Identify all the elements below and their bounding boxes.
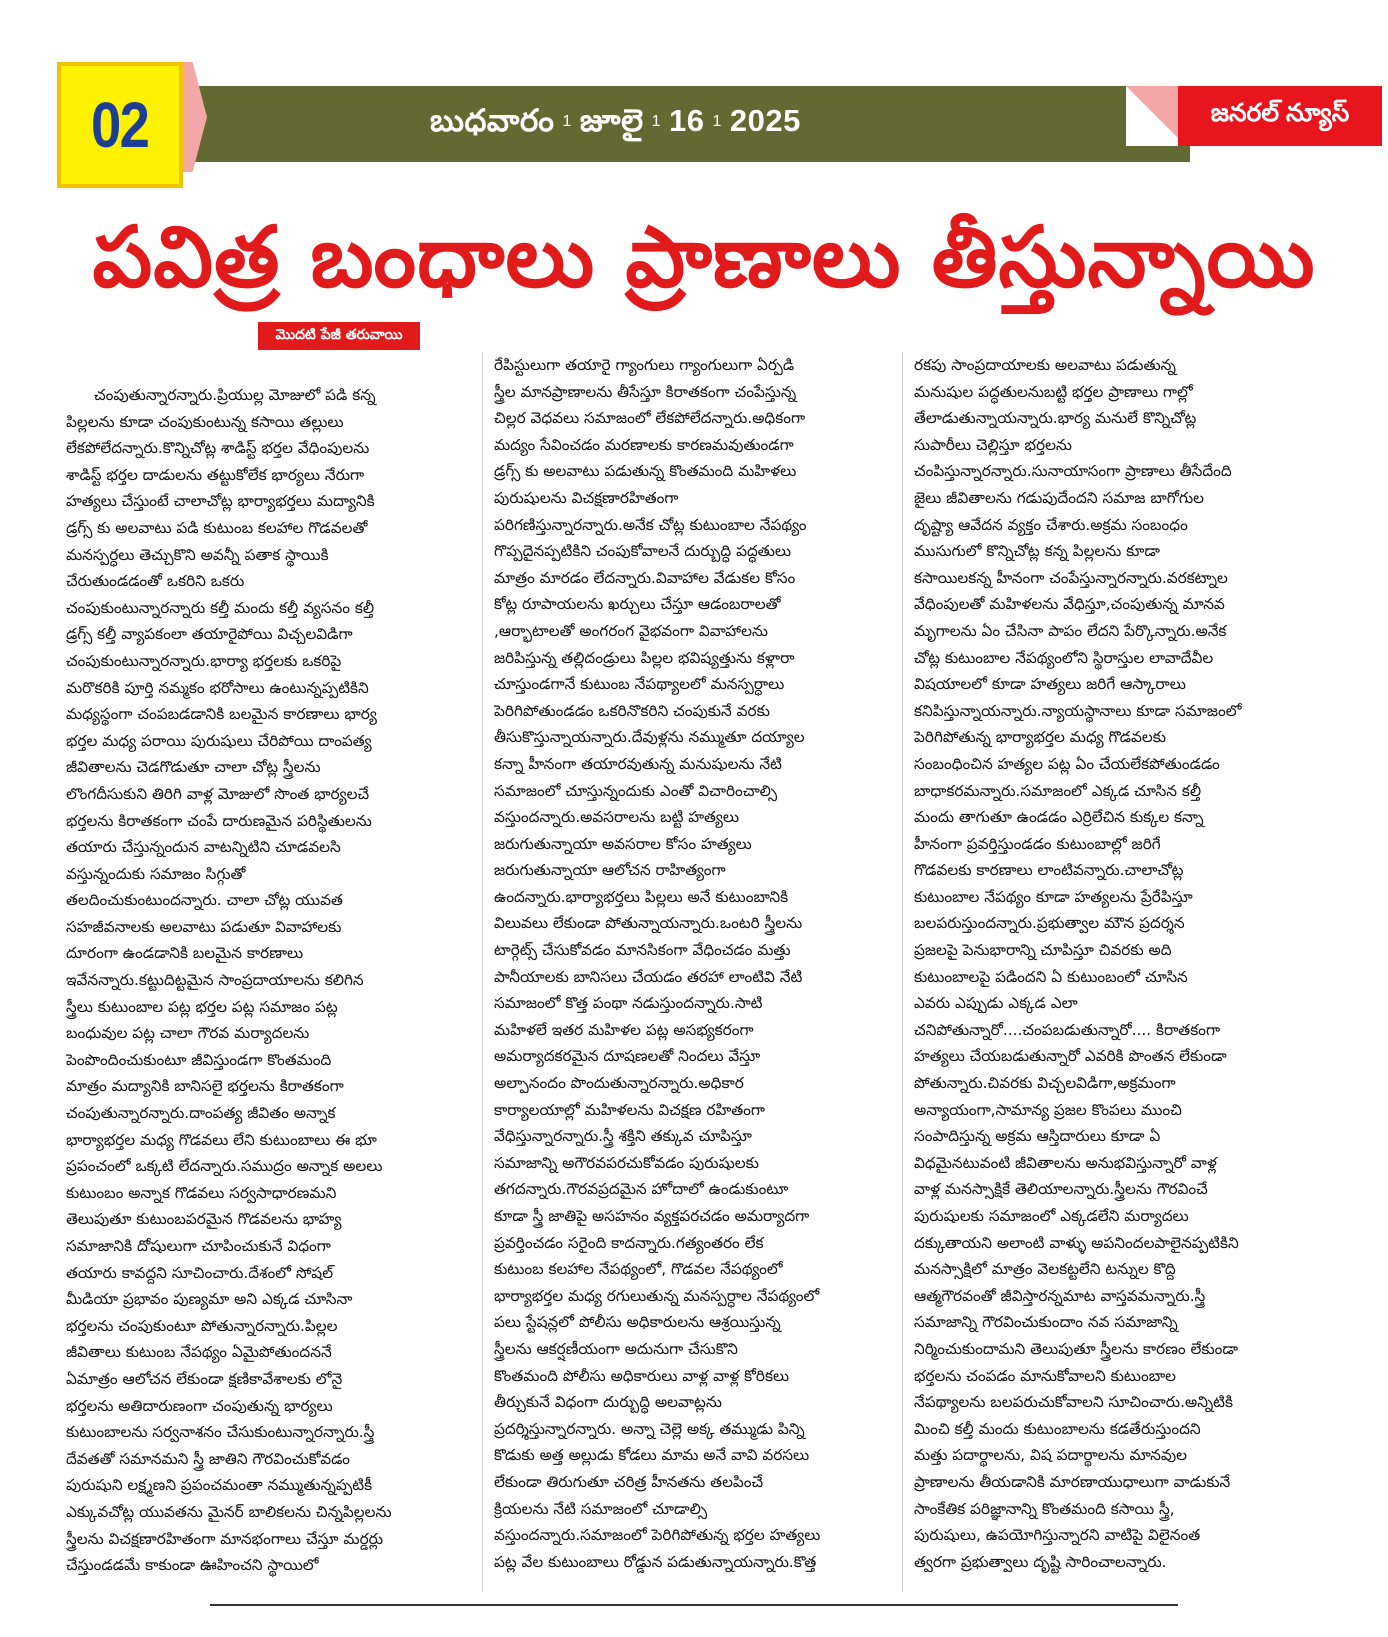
article-line: కన్నా హీనంగా తయారవుతున్న మనుషులను నేటి bbox=[494, 754, 782, 773]
article-line: సమాజంలో కొత్త పంథా నడుస్తుందన్నారు.సాటి bbox=[494, 994, 763, 1013]
article-line: పలు స్టేషన్లలో పోలీసు అధికారులను ఆశ్రయిస్తున్న bbox=[494, 1313, 781, 1332]
article-line: తయారు చేస్తున్నందున వాటన్నిటిని చూడవలసి bbox=[66, 838, 341, 857]
article-line: మాత్రం మద్యానికి బానిసలై భర్తలను కిరాతకంగా bbox=[66, 1077, 344, 1096]
article-column-2 bbox=[494, 352, 890, 1575]
article-line: మందు తాగుతూ ఉండడం ఎర్రిలేచిన కుక్కల కన్నా bbox=[914, 808, 1204, 827]
article-line: అన్యాయంగా,సామాన్య ప్రజల కొంపలు ముంచి bbox=[914, 1100, 1182, 1119]
bottom-rule bbox=[210, 1604, 1178, 1606]
article-line: పురుషుని లక్ష్మణని ప్రపంచమంతా నమ్ముతున్నప్పటికీ bbox=[66, 1476, 373, 1495]
article-line: ముసుగులో కొన్నిచోట్ల కన్న పిల్లలను కూడా bbox=[914, 542, 1160, 561]
article-line: క్రియలను నేటి సమాజంలో చూడాల్సి bbox=[494, 1499, 708, 1518]
article-line: జీవితాలు కుటుంబ నేపథ్యం ఏమైపోతుందననే bbox=[66, 1343, 332, 1362]
article-line: మనుషుల పద్ధతులనుబట్టి భర్తల ప్రాణాలు గాల్లో bbox=[914, 382, 1193, 401]
article-line: మరొకరికి పూర్తి నమ్మకం భరోసాలు ఉంటున్నప్పటికిని bbox=[66, 678, 369, 697]
article-line: సంబంధించిన హత్యల పట్ల ఏం చేయలేకపోతుండడం bbox=[914, 754, 1220, 773]
article-line: తీసుకొస్తున్నాయన్నారు.దేవుళ్లను నమ్ముతూ దయ్యాల bbox=[494, 728, 805, 747]
article-line: వస్తుందన్నారు.సమాజంలో పెరిగిపోతున్న భర్తల హత్యలు bbox=[494, 1526, 821, 1545]
date-separator: 1 bbox=[712, 113, 722, 131]
article-line: కుటుంబ కలహాల నేపథ్యంలో, గొడవల నేపథ్యంలో bbox=[494, 1260, 783, 1279]
article-line: గొప్పదైనప్పటికిని చంపుకోవాలనే దుర్బుద్ధి పద్ధతులు bbox=[494, 542, 792, 561]
article-line: చిల్లర వెధవలు సమాజంలో లేకపోలేదన్నారు.అధికంగా bbox=[494, 409, 806, 428]
article-line: ప్రపంచంలో ఒక్కటి లేదన్నారు.సముద్రం అన్నాక అలలు bbox=[66, 1157, 383, 1176]
article-line: బాధాకరమన్నారు.సమాజంలో ఎక్కడ చూసిన కల్తీ bbox=[914, 781, 1202, 800]
article-line: సమాజంలో చూస్తున్నందుకు ఎంతో విచారించాల్సి bbox=[494, 781, 778, 800]
article-line: టార్గెట్స్ చేసుకోవడం మానసికంగా వేధించడం మత్తు bbox=[494, 941, 791, 960]
article-line: స్త్రీల మానప్రాణాలను తీసేస్తూ కిరాతకంగా చంపేస్తున్న bbox=[494, 382, 797, 401]
article-line: డ్రగ్స్ కల్తీ వ్యాపకంలా తయారైపోయి విచ్చలవిడిగా bbox=[66, 625, 353, 644]
article-line: ప్రజలపై పెనుభారాన్ని చూపిస్తూ చివరకు అది bbox=[914, 941, 1172, 960]
article-line: మద్యం సేవించడం మరణాలకు కారణమవుతుండగా bbox=[494, 435, 794, 454]
article-line: కుటుంబాలపై పడిందని ఏ కుటుంబంలో చూసిన bbox=[914, 967, 1188, 986]
article-line: జరిపిస్తున్న తల్లిదండ్రులు పిల్లల భవిష్యత్తును కళ్లారా bbox=[494, 648, 795, 667]
column-divider bbox=[482, 352, 483, 1592]
article-line: కార్యాలయాల్లో మహిళలను విచక్షణ రహితంగా bbox=[494, 1100, 765, 1119]
article-line: వస్తున్నందుకు సమాజం సిగ్గుతో bbox=[66, 864, 246, 883]
article-line: ఉందన్నారు.భార్యాభర్తలు పిల్లలు అనే కుటుంబానికి bbox=[494, 887, 789, 906]
article-line: స్త్రీలను ఆకర్షణీయంగా అదునుగా చేసుకొని bbox=[494, 1339, 738, 1358]
article-line: చంపుకుంటున్నారన్నారు కల్తీ మందు కల్తీ వ్యసనం కల్తీ bbox=[66, 598, 375, 617]
article-line: డ్రగ్స్ కు అలవాటు పడుతున్న కొంతమంది మహిళలు bbox=[494, 462, 797, 481]
article-line: ప్రాణాలను తీయడానికి మారణాయుధాలుగా వాడుకునే bbox=[914, 1472, 1231, 1491]
article-line: పానీయాలకు బానిసలు చేయడం తరహా లాంటివి నేటి bbox=[494, 967, 803, 986]
article-line: వేధిస్తున్నారన్నారు.స్త్రీ శక్తిని తక్కువ చూపిస్తూ bbox=[494, 1127, 752, 1146]
article-line: మత్తు పదార్థాలను, విష పదార్థాలను మానవుల bbox=[914, 1446, 1187, 1465]
article-line: కూడా స్త్రీ జాతిపై అసహనం వ్యక్తపరచడం అమర్యాదగా bbox=[494, 1207, 810, 1225]
article-line: మహిళలే ఇతర మహిళల పట్ల అసభ్యకరంగా bbox=[494, 1020, 754, 1039]
date-weekday: బుధవారం bbox=[430, 102, 555, 138]
article-line: సమాజానికి దోషులుగా చూపించుకునే విధంగా bbox=[66, 1237, 331, 1255]
article-line: బలపరుస్తుందన్నారు.ప్రభుత్వాల మౌన ప్రదర్శన bbox=[914, 914, 1185, 933]
article-line: ఇవేనన్నారు.కట్టుదిట్టమైన సాంప్రదాయాలను కలిగిన bbox=[66, 971, 364, 990]
article-line: తగదన్నారు.గౌరవప్రదమైన హోదాలో ఉండుకుంటూ bbox=[494, 1180, 789, 1199]
article-line: లేకపోలేదన్నారు.కొన్నిచోట్ల శాడిస్ట్ భర్తల వేధింపులను bbox=[66, 439, 370, 458]
article-line: రకపు సాంప్రదాయాలకు అలవాటు పడుతున్న bbox=[914, 356, 1176, 374]
article-line: నేపథ్యాలను బలపరుచుకోవాలని సూచించారు.అన్నిటికి bbox=[914, 1393, 1233, 1412]
article-line: ప్రదర్శిస్తున్నారన్నారు. అన్నా చెల్లె అక్క తమ్ముడు పిన్ని bbox=[494, 1419, 805, 1438]
article-line: కనిపిస్తున్నాయన్నారు.న్యాయస్థానాలు కూడా సమాజంలో bbox=[914, 701, 1242, 720]
article-line: పరిగణిస్తున్నారన్నారు.అనేక చోట్ల కుటుంబాల నేపథ్యం bbox=[494, 515, 807, 534]
article-line: విలువలు లేకుండా పోతున్నాయన్నారు.ఒంటరి స్త్రీలను bbox=[494, 914, 803, 933]
article-line: తయారు కావద్దని సూచించారు.దేశంలో సోషల్ bbox=[66, 1263, 334, 1282]
article-line: చంపుతున్నారన్నారు.దాంపత్య జీవితం అన్నాక bbox=[66, 1104, 336, 1123]
article-line: సమాజాన్ని గౌరవించుకుందాం నవ సమాజాన్ని bbox=[914, 1313, 1178, 1332]
article-line: రేపిస్టులుగా తయారై గ్యాంగులు గ్యాంగులుగా ఏర్పడి bbox=[494, 356, 795, 374]
article-line: స్త్రీలు కుటుంబాల పట్ల భర్తల పట్ల సమాజం పట్ల bbox=[66, 997, 338, 1016]
date-month: జూలై bbox=[579, 102, 644, 138]
article-line: చేరుతుండడంతో ఒకరిని ఒకరు bbox=[66, 572, 245, 591]
article-line: ఏమాత్రం ఆలోచన లేకుండా క్షణికావేశాలకు లోనై bbox=[66, 1369, 343, 1388]
article-line: చేస్తుండడమే కాకుండా ఊహించని స్థాయిలో bbox=[66, 1556, 319, 1575]
date-band bbox=[190, 86, 1190, 162]
column-divider bbox=[902, 352, 903, 1592]
article-line: దేవతతో సమానమని స్త్రీ జాతిని గౌరవించుకోవడం bbox=[66, 1449, 350, 1468]
article-line: స్త్రీలను విచక్షణారహితంగా మానభంగాలు చేస్తూ మర్డర్లు bbox=[66, 1529, 384, 1548]
page-number-box bbox=[57, 62, 183, 188]
article-line: హీనంగా ప్రవర్తిస్తుండడం కుటుంబాల్లో జరిగే bbox=[914, 834, 1161, 853]
article-line: గొడవలకు కారణాలు లాంటివన్నారు.చాలాచోట్ల bbox=[914, 861, 1184, 880]
article-line: త్వరగా ప్రభుత్వాలు దృష్టి సారించాలన్నారు. bbox=[914, 1552, 1167, 1571]
article-line: సాంకేతిక పరిజ్ఞానాన్ని కొంతమంది కసాయి స్త్రీ, bbox=[914, 1499, 1175, 1518]
article-line: భర్తలను కిరాతకంగా చంపే దారుణమైన పరిస్థితులను bbox=[66, 811, 372, 830]
headline: పవిత్ర బంధాలు ప్రాణాలు తీస్తున్నాయి bbox=[92, 208, 1316, 306]
article-line: కుటుంబం అన్నాక గొడవలు సర్వసాధారణమని bbox=[66, 1183, 337, 1202]
article-line: బంధువుల పట్ల చాలా గౌరవ మర్యాదలను bbox=[66, 1024, 310, 1043]
article-column-1 bbox=[66, 382, 474, 1579]
article-line: వేధింపులతో మహిళలను వేధిస్తూ,చంపుతున్న మానవ bbox=[914, 595, 1225, 614]
article-line: విధమైనటువంటి జీవితాలను అనుభవిస్తున్నారో వాళ్ల bbox=[914, 1153, 1217, 1172]
article-line: మనస్సాక్షిలో మాత్రం వెలకట్టలేని టన్నుల కొద్ది bbox=[914, 1260, 1176, 1279]
article-line: వాళ్ల మనస్సాక్షికే తెలియాలన్నారు.స్త్రీలను గౌరవించే bbox=[914, 1180, 1208, 1199]
article-line: చంపుకుంటున్నారన్నారు.భార్యా భర్తలకు ఒకరిపై bbox=[66, 651, 342, 670]
article-line: భర్తలను చంపడం మానుకోవాలని కుటుంబాల bbox=[914, 1366, 1176, 1385]
article-line: కసాయిలకన్న హీనంగా చంపేస్తున్నారన్నారు.వరకట్నాల bbox=[914, 568, 1228, 587]
article-line: పెరిగిపోతున్న భార్యాభర్తల మధ్య గొడవలకు bbox=[914, 728, 1167, 747]
article-line: జరుగుతున్నాయా అవసరాల కోసం హత్యలు bbox=[494, 834, 752, 853]
article-line: జీవితాలను చెడగొడుతూ చాలా చోట్ల స్త్రీలను bbox=[66, 758, 321, 777]
article-line: దూరంగా ఉండడానికి బలమైన కారణాలు bbox=[66, 944, 304, 963]
article-line: నిర్మించుకుందామని తెలుపుతూ స్త్రీలను కారణం లేకుండా bbox=[914, 1339, 1238, 1358]
article-line: పెరిగిపోతుండడం ఒకరినొకరిని చంపుకునే వరకు bbox=[494, 701, 770, 720]
article-line: హత్యలు చేస్తుంటే చాలాచోట్ల భార్యాభర్తలు మద్యానికి bbox=[66, 492, 375, 511]
section-tag: జనరల్ న్యూస్ bbox=[1178, 86, 1382, 146]
article-line: పురుషులకు సమాజంలో ఎక్కడలేని మర్యాదలు bbox=[914, 1207, 1189, 1225]
article-line: పురుషులు, ఉపయోగిస్తున్నారని వాటిపై విలైనంత bbox=[914, 1526, 1201, 1545]
article-line: విషయాలలో కూడా హత్యలు జరిగే ఆస్కారాలు bbox=[914, 675, 1186, 694]
page-number: 02 bbox=[91, 89, 149, 161]
continuation-label: మొదటి పేజీ తరువాయి bbox=[258, 322, 420, 350]
article-column-3 bbox=[914, 352, 1328, 1575]
article-line: మాత్రం మారడం లేదన్నారు.వివాహాల వేడుకల కోసం bbox=[494, 568, 796, 587]
article-line: ఎక్కువచోట్ల యువతను మైనర్ బాలికలను చిన్నపిల్లలను bbox=[66, 1502, 392, 1521]
article-line: సుపారీలు చెల్లిస్తూ భర్తలను bbox=[914, 435, 1072, 454]
article-line: మధ్యస్థంగా చంపబడడానికి బలమైన కారణాలు భార్య bbox=[66, 705, 377, 724]
article-line: ఎవరు ఎప్పుడు ఎక్కడ ఎలా bbox=[914, 994, 1078, 1013]
article-line: సమాజాన్ని అగౌరవపరచుకోవడం పురుషులకు bbox=[494, 1153, 759, 1172]
article-line: డ్రగ్స్ కు అలవాటు పడి కుటుంబ కలహాల గొడవలతో bbox=[66, 518, 368, 537]
article-line: మించి కల్తీ మందు కుటుంబాలను కడతేరుస్తుందని bbox=[914, 1419, 1201, 1438]
article-line: దృష్ట్యా ఆవేదన వ్యక్తం చేశారు.అక్రమ సంబంధం bbox=[914, 515, 1188, 534]
article-line: కొడుకు అత్త అల్లుడు కోడలు మామ అనే వావి వరసలు bbox=[494, 1446, 810, 1465]
article-line: జైలు జీవితాలను గడుపుదేందని సమాజ బాగోగుల bbox=[914, 488, 1204, 507]
dateline bbox=[430, 103, 801, 146]
article-line: ప్రవర్తించడం సరైంది కాదన్నారు.గత్యంతరం లేక bbox=[494, 1233, 764, 1252]
article-line: చోట్ల కుటుంబాల నేపథ్యంలోని స్థిరాస్తుల లావాదేవీల bbox=[914, 648, 1214, 667]
article-line: సంపాదిస్తున్న అక్రమ ఆస్తిదారులు కూడా ఏ bbox=[914, 1127, 1161, 1146]
article-line: కొంతమంది పోలీసు అధికారులు వాళ్ల వాళ్ల కోరికలు bbox=[494, 1366, 790, 1385]
date-separator: 1 bbox=[562, 113, 572, 131]
article-line: కుటుంబాలను సర్వనాశనం చేసుకుంటున్నారన్నారు.స్త్రీ bbox=[66, 1423, 375, 1442]
article-line: భర్తల మధ్య పరాయి పురుషులు చేరిపోయి దాంపత్య bbox=[66, 731, 372, 750]
article-line: ఆత్మగౌరవంతో జీవిస్తారన్నమాట వాస్తవమన్నారు.స్త్రీ bbox=[914, 1286, 1206, 1305]
article-line: భర్తలను చంపుకుంటూ పోతున్నారన్నారు.పిల్లల bbox=[66, 1316, 338, 1335]
article-line: తేలాడుతున్నాయన్నారు.భార్య మనులే కొన్నిచోట్ల bbox=[914, 409, 1197, 428]
article-line: పోతున్నారు.చివరకు విచ్చలవిడిగా,అక్రమంగా bbox=[914, 1074, 1176, 1093]
article-line: తీర్చుకునే విధంగా దుర్బుద్ధి అలవాట్లను bbox=[494, 1393, 722, 1412]
article-line: చనిపోతున్నారో....చంపబడుతున్నారో.... కిరాతకంగా bbox=[914, 1020, 1221, 1039]
article-line: చూస్తుండగానే కుటుంబ నేపథ్యాలలో మనస్పర్ధాలు bbox=[494, 675, 785, 694]
article-line: అమర్యాదకరమైన దూషణలతో నిందలు వేస్తూ bbox=[494, 1047, 761, 1066]
article-line: ,ఆర్భాటాలతో అంగరంగ వైభవంగా వివాహాలను bbox=[494, 621, 768, 640]
article-line: చంపిస్తున్నారన్నారు.సునాయాసంగా ప్రాణాలు తీసేదేంది bbox=[914, 462, 1232, 481]
article-line: దక్కుతాయని అలాంటి వాళ్ళు అపనిందలపాలైనప్పటికిని bbox=[914, 1233, 1239, 1252]
article-line: లేకుండా తిరుగుతూ చరిత్ర హీనతను తలపించే bbox=[494, 1472, 764, 1491]
article-line: భర్తలను అతిదారుణంగా చంపుతున్న భార్యలు bbox=[66, 1396, 333, 1415]
date-year: 2025 bbox=[729, 102, 801, 138]
article-line: కోట్ల రూపాయలను ఖర్చులు చేస్తూ ఆడంబరాలతో bbox=[494, 595, 781, 614]
date-separator: 1 bbox=[651, 113, 661, 131]
article-line: సహజీవనాలకు అలవాటు పడుతూ వివాహాలకు bbox=[66, 917, 342, 936]
article-line: పురుషులను విచక్షణారహితంగా bbox=[494, 488, 679, 507]
article-line: జరుగుతున్నాయా ఆలోచన రాహిత్యంగా bbox=[494, 861, 726, 880]
article-line: భార్యాభర్తల మధ్య రగులుతున్న మనస్పర్ధాల నేపథ్యంలో bbox=[494, 1286, 820, 1305]
article-line: లొంగదీసుకుని తిరిగి వాళ్ల మోజులో సొంత భార్యలచే bbox=[66, 784, 370, 803]
article-line: పిల్లలను కూడా చంపుకుంటున్న కసాయి తల్లులు bbox=[66, 412, 344, 431]
article-line: భార్యాభర్తల మధ్య గొడవలు లేని కుటుంబాలు ఈ భూ bbox=[66, 1130, 377, 1149]
article-line: పెంపొందించుకుంటూ జీవిస్తుండగా కొంతమంది bbox=[66, 1050, 332, 1069]
article-line: అల్పానందం పొందుతున్నారన్నారు.అధికార bbox=[494, 1074, 744, 1093]
date-day: 16 bbox=[668, 102, 705, 138]
article-line: పట్ల వేల కుటుంబాలు రోడ్డున పడుతున్నాయన్నారు.కొత్త bbox=[494, 1552, 817, 1571]
article-line: శాడిస్ట్ భర్తల దాడులను తట్టుకోలేక భార్యలు నేరుగా bbox=[66, 465, 365, 484]
article-line: చంపుతున్నారన్నారు.ప్రియుల్ల మోజులో పడి కన్న bbox=[94, 386, 376, 404]
article-line: వస్తుందన్నారు.అవసరాలను బట్టి హత్యలు bbox=[494, 808, 740, 827]
article-line: మీడియా ప్రభావం పుణ్యమా అని ఎక్కడ చూసినా bbox=[66, 1290, 353, 1309]
article-line: తెలుపుతూ కుటుంబపరమైన గొడవలను భాహ్య bbox=[66, 1210, 342, 1229]
article-line: మృగాలను ఏం చేసినా పాపం లేదని పేర్కొన్నారు.అనేక bbox=[914, 621, 1227, 640]
article-line: హత్యలు చేయబడుతున్నారో ఎవరికి పొంతన లేకుండా bbox=[914, 1047, 1227, 1066]
article-line: మనస్పర్ధలు తెచ్చుకొని అవన్నీ పతాక స్థాయికి bbox=[66, 545, 329, 564]
article-line: తలదించుకుంటుందన్నారు. చాలా చోట్ల యువత bbox=[66, 891, 343, 910]
article-line: కుటుంబాల నేపథ్యం కూడా హత్యలను ప్రేరేపిస్తూ bbox=[914, 887, 1193, 906]
